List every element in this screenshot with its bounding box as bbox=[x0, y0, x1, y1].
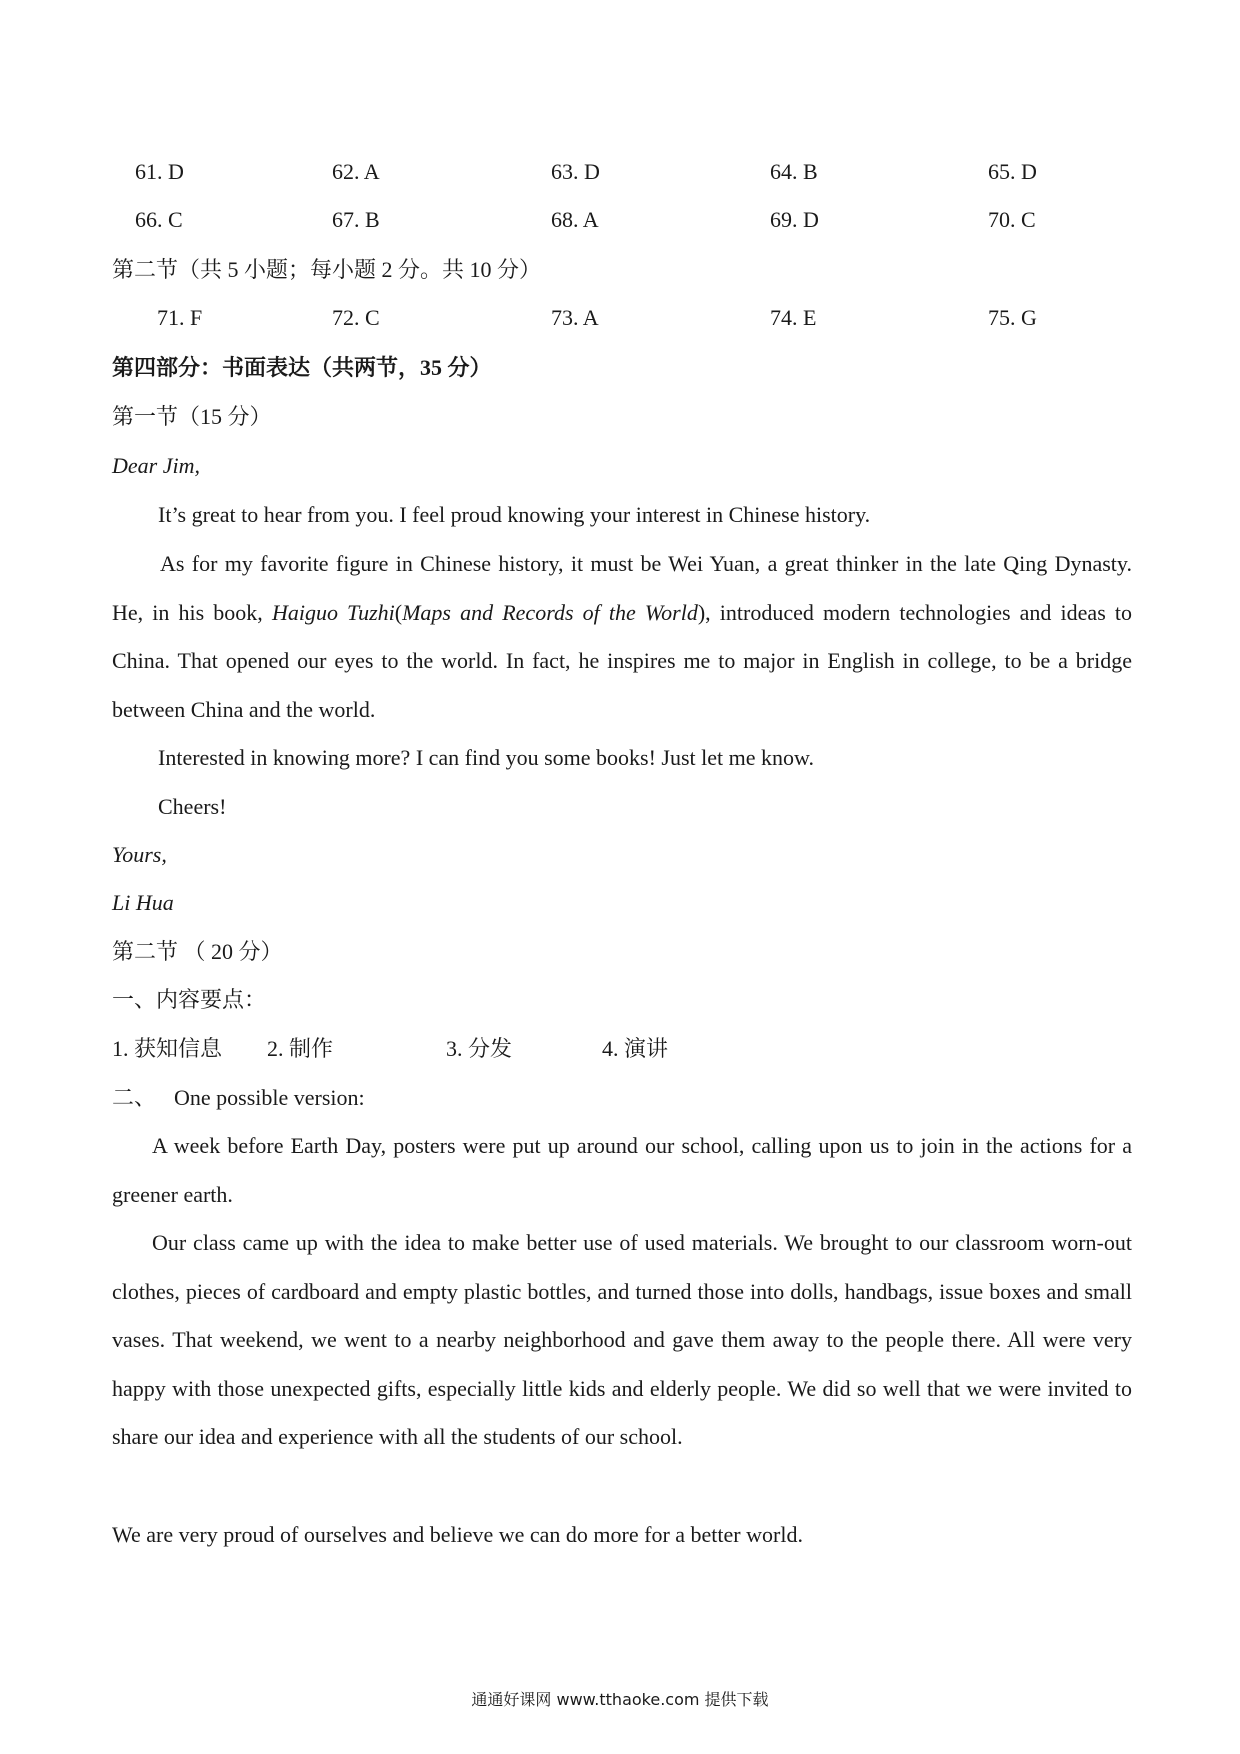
answers-row-61-65 bbox=[0, 157, 1240, 187]
version-label: 二、 bbox=[112, 1085, 157, 1110]
answer-70: 70. C bbox=[988, 207, 1036, 232]
answer-71: 71. F bbox=[157, 305, 203, 330]
answer-69: 69. D bbox=[770, 207, 819, 232]
answer-61: 61. D bbox=[135, 159, 184, 184]
section-2b-heading: 第二节 （ 20 分） bbox=[112, 939, 283, 964]
essay-paragraph-3: We are very proud of ourselves and believe we can do more for a better world. bbox=[112, 1522, 803, 1547]
answer-73: 73. A bbox=[551, 305, 599, 330]
answer-65: 65. D bbox=[988, 159, 1037, 184]
answer-62: 62. A bbox=[332, 159, 380, 184]
letter-paragraph-2 bbox=[112, 540, 1132, 734]
essay-paragraph-2 bbox=[112, 1219, 1132, 1462]
section-2-heading: 第二节（共 5 小题；每小题 2 分。共 10 分） bbox=[112, 257, 542, 282]
content-point-3: 3. 分发 bbox=[446, 1036, 513, 1061]
version-heading-row bbox=[0, 1083, 1240, 1113]
book-title-chinese: Haiguo Tuzhi bbox=[271, 599, 395, 625]
letter-cheers: Cheers! bbox=[158, 794, 227, 819]
essay-paragraph-1-text: A week before Earth Day, posters were put up around our school, calling upon us to join in the actions for a greener earth. bbox=[112, 1133, 1132, 1207]
answer-67: 67. B bbox=[332, 207, 380, 232]
content-point-1: 1. 获知信息 bbox=[112, 1036, 223, 1061]
content-points-list bbox=[0, 1034, 1240, 1064]
section-1-heading: 第一节（15 分） bbox=[112, 404, 272, 429]
book-title-english: Maps and Records of the World bbox=[402, 599, 698, 625]
letter-paragraph-1: It’s great to hear from you. I feel proud knowing your interest in Chinese history. bbox=[158, 502, 871, 527]
answer-74: 74. E bbox=[770, 305, 817, 330]
version-heading: One possible version: bbox=[174, 1085, 365, 1110]
answer-63: 63. D bbox=[551, 159, 600, 184]
essay-paragraph-1 bbox=[112, 1122, 1132, 1219]
part-4-heading: 第四部分：书面表达（共两节，35 分） bbox=[112, 355, 492, 380]
answers-row-71-75 bbox=[0, 303, 1240, 333]
letter-salutation: Dear Jim, bbox=[112, 453, 200, 478]
content-point-4: 4. 演讲 bbox=[602, 1036, 669, 1061]
paren-open: ( bbox=[394, 599, 403, 625]
page-footer: 通通好课网 www.tthaoke.com 提供下载 bbox=[471, 1690, 769, 1709]
content-point-2: 2. 制作 bbox=[267, 1036, 334, 1061]
answers-row-66-70 bbox=[0, 205, 1240, 235]
content-points-heading: 一、内容要点： bbox=[112, 987, 267, 1012]
answer-72: 72. C bbox=[332, 305, 380, 330]
essay-paragraph-2-text: Our class came up with the idea to make better use of used materials. We brought to our classroom worn-out clothes, pieces of cardboard and empty plastic bottles, and turned those into dolls, handbags, issue boxes and small vases. That weekend, we went to a nearby neighborhood and gave them away to the people there. All were very happy with those unexpected gifts, especially little kids and elderly people. We did so well that we were invited to share our idea and experience with all the students of our school. bbox=[112, 1230, 1132, 1450]
letter-signature: Li Hua bbox=[112, 890, 174, 915]
answer-68: 68. A bbox=[551, 207, 599, 232]
answer-66: 66. C bbox=[135, 207, 183, 232]
answer-75: 75. G bbox=[988, 305, 1037, 330]
letter-paragraph-2-part-a: As for my favorite figure in Chinese history, it must be Wei Yuan, a great thinker in the late Qing Dynasty. He, in his book, bbox=[112, 551, 1132, 625]
letter-paragraph-2-part-b: ), introduced modern technologies and ideas to China. That opened our eyes to the world. In fact, he inspires me to major in English in college, to be a bridge between China and the world. bbox=[112, 599, 1132, 722]
letter-closing: Yours, bbox=[112, 842, 167, 867]
letter-paragraph-3: Interested in knowing more? I can find you some books! Just let me know. bbox=[158, 745, 814, 770]
answer-64: 64. B bbox=[770, 159, 818, 184]
